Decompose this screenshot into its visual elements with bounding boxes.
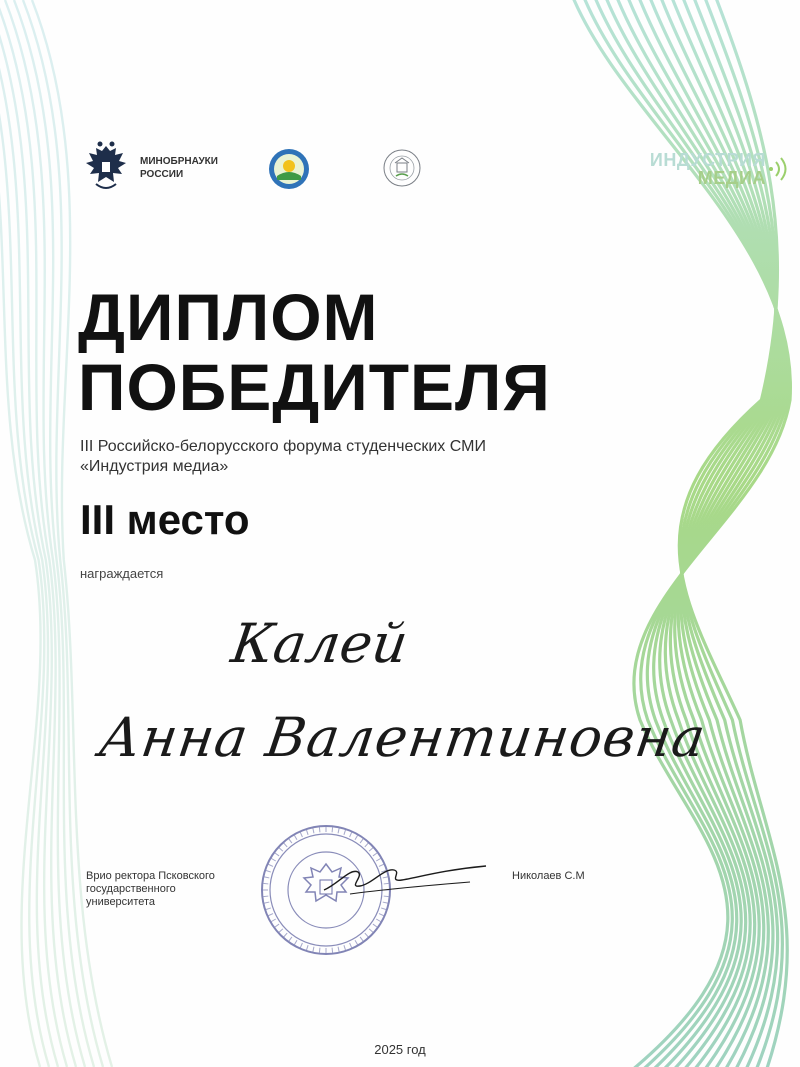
subtitle-line-1: III Российско-белорусского форума студенческих СМИ bbox=[80, 438, 486, 455]
recipient-surname-handwritten: Калей bbox=[227, 612, 412, 675]
ministry-logo bbox=[82, 140, 218, 196]
university-emblem-icon bbox=[268, 148, 310, 190]
title-line-1: ДИПЛОМ bbox=[78, 280, 379, 354]
signer-name: Николаев С.М bbox=[512, 870, 585, 882]
signer-position-line-3: университета bbox=[86, 896, 156, 908]
handwritten-signature-icon bbox=[320, 856, 490, 906]
title-line-2: ПОБЕДИТЕЛЯ bbox=[78, 350, 551, 424]
ministry-name-line-2: РОССИИ bbox=[140, 169, 184, 180]
signer-position-line-1: Врио ректора Псковского bbox=[86, 870, 215, 882]
subtitle-line-2: «Индустрия медиа» bbox=[80, 458, 229, 475]
event-subtitle bbox=[80, 437, 486, 477]
recipient-given-names-handwritten: Анна Валентиновна bbox=[95, 706, 710, 769]
ministry-name-line-1: МИНОБРНАУКИ bbox=[140, 156, 218, 167]
brand-word-1: ИНДУСТРИЯ bbox=[649, 150, 766, 170]
broadcast-waves-icon bbox=[768, 154, 790, 184]
logo-row bbox=[82, 140, 766, 200]
signer-position-line-2: государственного bbox=[86, 883, 176, 895]
place-heading: III место bbox=[80, 496, 250, 543]
awarded-label: награждается bbox=[80, 566, 164, 581]
brand-word-2: МЕДИА bbox=[697, 168, 766, 188]
diploma-title bbox=[78, 282, 551, 422]
signer-position bbox=[86, 870, 215, 909]
eagle-emblem-icon bbox=[82, 140, 130, 196]
issue-year: 2025 год bbox=[374, 1042, 426, 1057]
forum-brand-logo bbox=[620, 148, 790, 188]
pskov-university-seal-icon bbox=[382, 148, 422, 188]
